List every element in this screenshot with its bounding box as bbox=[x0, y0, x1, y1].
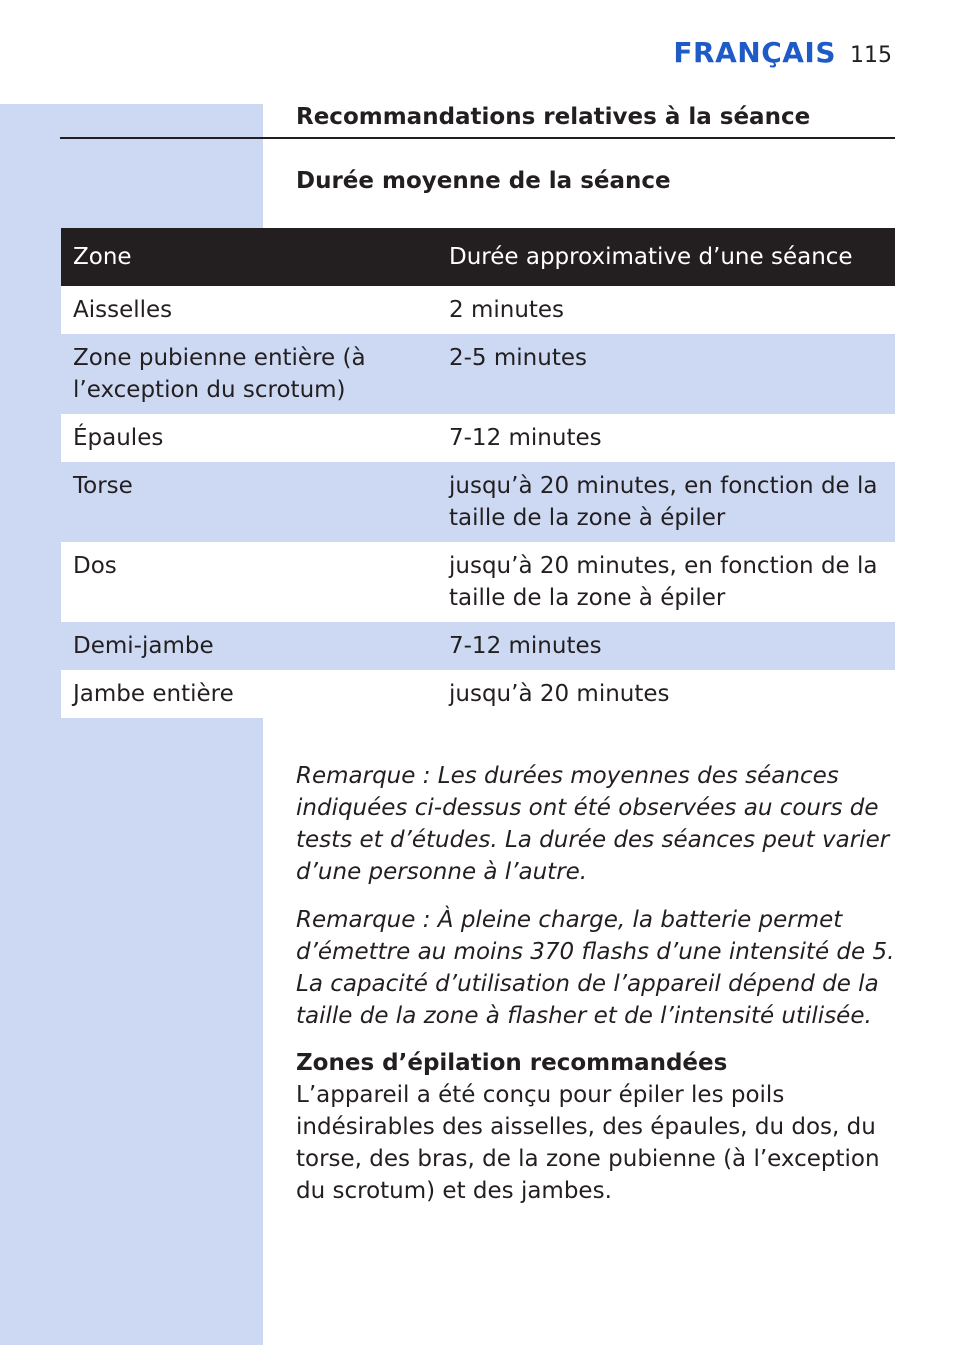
page-header bbox=[673, 36, 892, 69]
table-header-row bbox=[61, 228, 895, 286]
table-row bbox=[61, 414, 895, 462]
session-duration-table bbox=[61, 228, 895, 718]
duration-cell: jusqu’à 20 minutes bbox=[437, 670, 895, 718]
section-rule bbox=[60, 137, 895, 139]
table-row bbox=[61, 622, 895, 670]
recommended-zones-text: L’appareil a été conçu pour épiler les poils indésirables des aisselles, des épaules, du dos, du torse, des bras, de la zone pubienne (à l’exception du scrotum) et des jambes. bbox=[296, 1082, 880, 1204]
duration-cell: 7-12 minutes bbox=[437, 622, 895, 670]
column-header-zone: Zone bbox=[61, 228, 437, 286]
table-row bbox=[61, 462, 895, 542]
note-session-duration: Remarque : Les durées moyennes des séances indiquées ci-dessus ont été observées au cours de tests et d’études. La durée des séances peut varier d’une personne à l’autre. bbox=[296, 763, 890, 885]
duration-cell: jusqu’à 20 minutes, en fonction de la taille de la zone à épiler bbox=[437, 462, 895, 542]
zone-cell: Jambe entière bbox=[61, 670, 437, 718]
section-title: Recommandations relatives à la séance bbox=[296, 104, 811, 130]
note-battery-capacity: Remarque : À pleine charge, la batterie permet d’émettre au moins 370 flashs d’une intensité de 5. La capacité d’utilisation de l’appareil dépend de la taille de la zone à flasher et de l’intensité utilisée. bbox=[296, 907, 895, 1029]
zone-cell: Dos bbox=[61, 542, 437, 622]
recommended-zones-section bbox=[296, 1047, 896, 1207]
page-number: 115 bbox=[850, 43, 892, 68]
duration-cell: 2-5 minutes bbox=[437, 334, 895, 414]
subsection-title: Durée moyenne de la séance bbox=[296, 168, 671, 194]
zone-cell: Demi-jambe bbox=[61, 622, 437, 670]
zone-cell: Torse bbox=[61, 462, 437, 542]
table-row bbox=[61, 542, 895, 622]
language-label: FRANÇAIS bbox=[673, 36, 836, 69]
table-row bbox=[61, 670, 895, 718]
table-row bbox=[61, 334, 895, 414]
duration-cell: 7-12 minutes bbox=[437, 414, 895, 462]
duration-cell: jusqu’à 20 minutes, en fonction de la taille de la zone à épiler bbox=[437, 542, 895, 622]
zone-cell: Aisselles bbox=[61, 286, 437, 334]
column-header-duration: Durée approximative d’une séance bbox=[437, 228, 895, 286]
zone-cell: Zone pubienne entière (à l’exception du scrotum) bbox=[61, 334, 437, 414]
recommended-zones-title: Zones d’épilation recommandées bbox=[296, 1050, 728, 1076]
zone-cell: Épaules bbox=[61, 414, 437, 462]
duration-cell: 2 minutes bbox=[437, 286, 895, 334]
table-row bbox=[61, 286, 895, 334]
